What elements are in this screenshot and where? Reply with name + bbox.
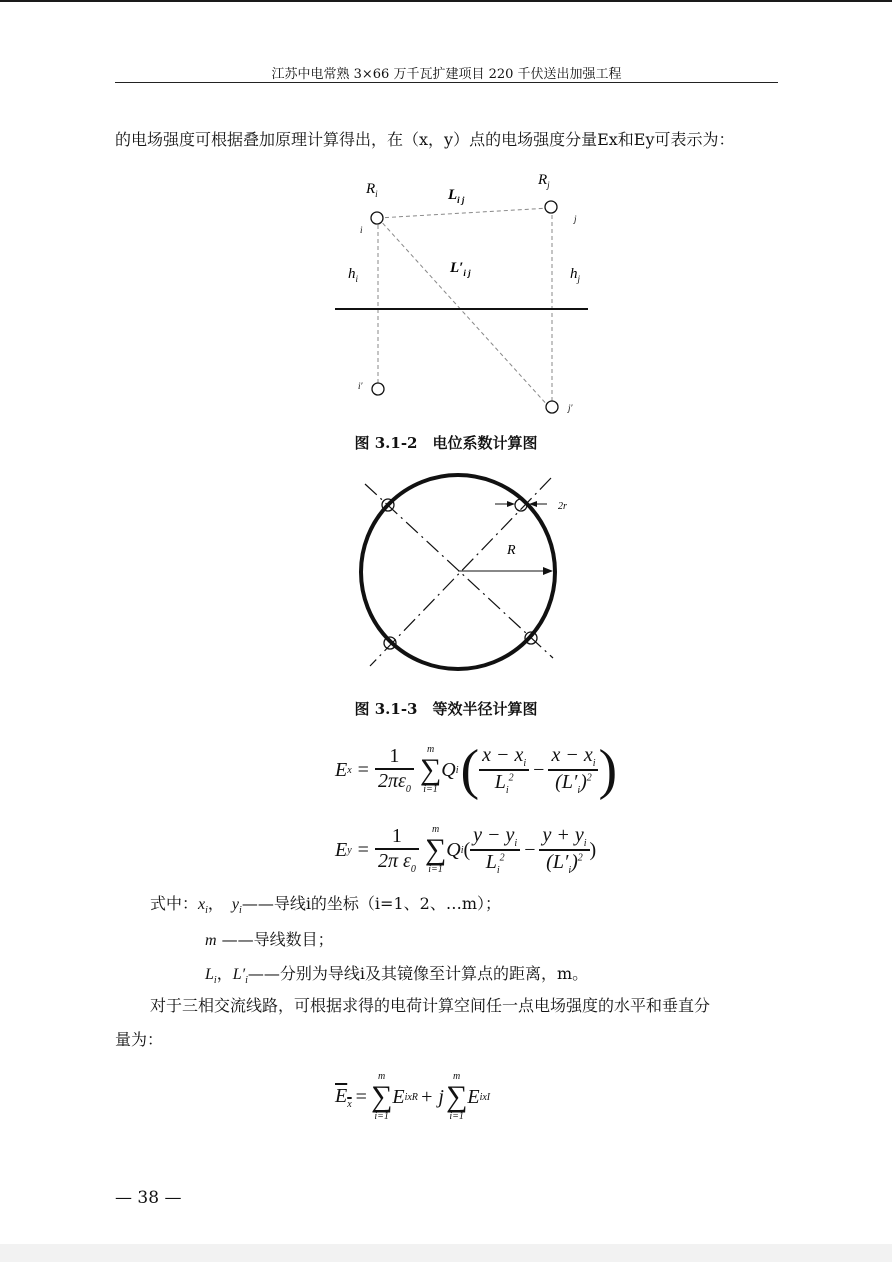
top-border	[0, 0, 892, 2]
label-Rj: $R_j$	[538, 172, 550, 190]
label-hi: $h_i$	[348, 266, 359, 284]
label-Lij: $L_{i j}$	[448, 187, 465, 205]
header-rule	[115, 82, 778, 83]
page-number: — 38 —	[115, 1188, 182, 1208]
conductor-j	[545, 201, 557, 213]
formula-ex: E x = $\frac{1}{2\pi\varepsilon_0}$ m ∑ i=1 Q i ( $\frac{x - x_i}{L_i^2}$ − $\frac{x - x_i}{(L'_i)^2}$ )	[335, 739, 618, 801]
page-header: 江苏中电常熟 3×66 万千瓦扩建项目 220 千伏送出加强工程	[271, 67, 622, 82]
para2-line2: 量为：	[115, 1030, 164, 1049]
image-i	[372, 383, 384, 395]
formula-ex-complex: $E_x$ = m ∑ i=1 E ixR + j m ∑ i=1 E ixI	[335, 1071, 491, 1122]
potential-coefficient-diagram	[330, 165, 600, 420]
definition-xy: 式中：$x_i$， $y_i——$导线i的坐标（i=1、2、…m）；	[150, 894, 501, 917]
label-i: i	[360, 225, 363, 235]
bottom-strip	[0, 1244, 892, 1262]
equivalent-radius-diagram	[355, 470, 585, 675]
definition-m: m ——导线数目；	[205, 930, 334, 949]
label-Lpij: $L'_{i j}$	[450, 260, 471, 278]
label-Ri: $R_i$	[366, 181, 378, 199]
figure1-caption: 图 3.1-2 电位系数计算图	[354, 434, 538, 452]
line-Lpij	[378, 218, 550, 408]
conductor-i	[371, 212, 383, 224]
label-ip: i′	[358, 381, 363, 391]
intro-line: 的电场强度可根据叠加原理计算得出，在（x，y）点的电场强度分量Ex和Ey可表示为：	[115, 130, 735, 149]
label-jp: j′	[568, 403, 573, 413]
label-hj: $h_j$	[570, 266, 581, 284]
centerline-2	[370, 478, 551, 666]
label-j: j	[574, 214, 577, 224]
definition-L: $L_i$，$L'_i——$分别为导线i及其镜像至计算点的距离，m。	[205, 964, 589, 987]
label-2r: 2r	[558, 501, 567, 512]
line-Lij	[378, 208, 550, 218]
label-R: R	[507, 543, 516, 558]
formula-ey: E y = $\frac{1}{2\pi \varepsilon_0}$ m ∑ i=1 Q i ( $\frac{y - y_i}{L_i^2}$ − $\frac{y + y_i}{(L'_i)^2}$ )	[335, 824, 597, 876]
figure2-caption: 图 3.1-3 等效半径计算图	[354, 700, 538, 718]
image-j	[546, 401, 558, 413]
para2-line1: 对于三相交流线路，可根据求得的电荷计算空间任一点电场强度的水平和垂直分	[150, 996, 711, 1015]
